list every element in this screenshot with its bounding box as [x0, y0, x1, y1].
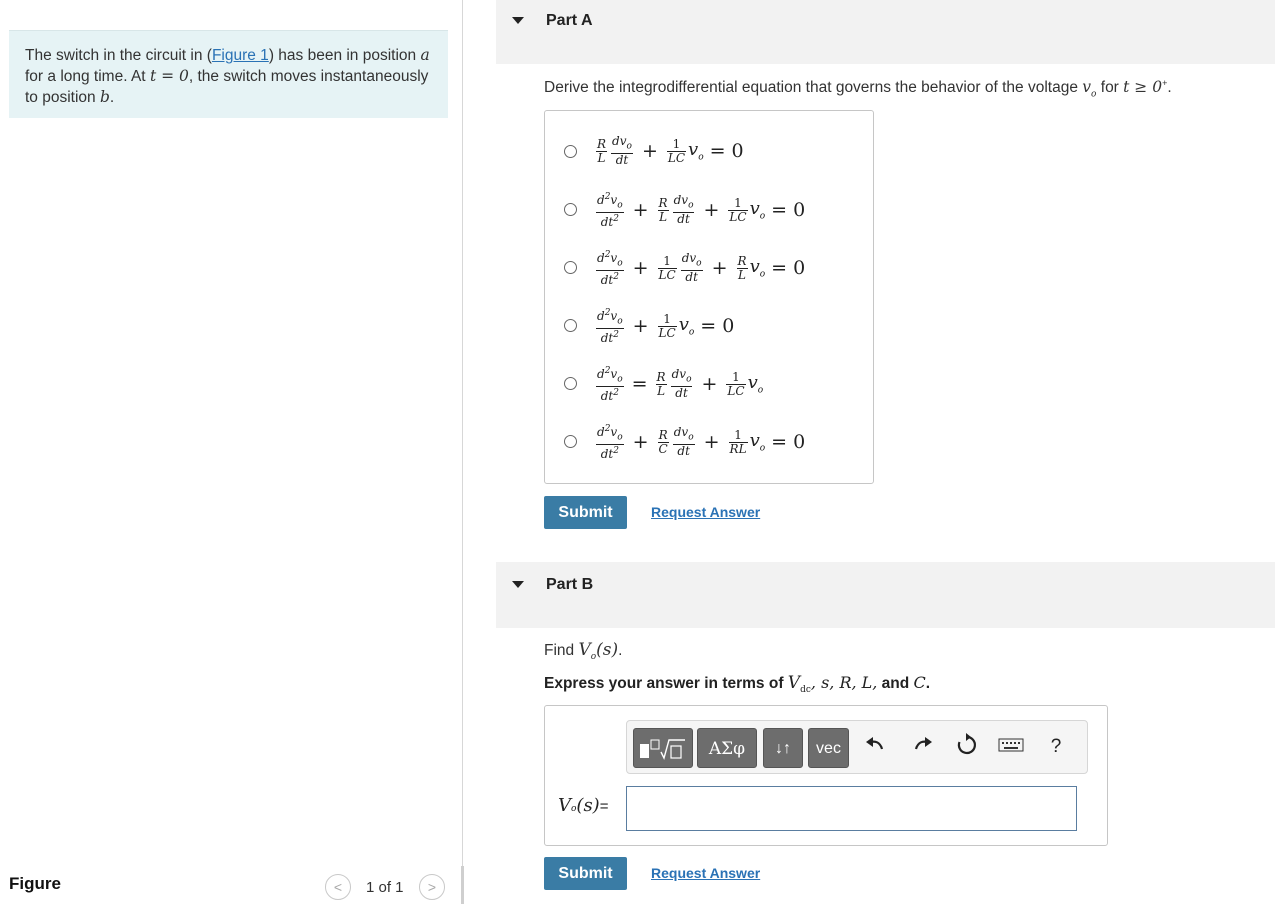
fraction: $\frac{d^2v_o}{dt^2}$ [597, 250, 623, 288]
question-sub: o [1091, 89, 1097, 100]
question-condition: t ≥ 0 [1123, 78, 1163, 97]
find-sub: o [590, 652, 597, 663]
figure-link[interactable]: Figure 1 [211, 47, 269, 64]
part-a-header[interactable] [496, 0, 1275, 64]
reset-icon[interactable] [953, 733, 981, 761]
radio-button[interactable] [564, 435, 577, 448]
problem-statement [9, 30, 448, 118]
intro-text: ) has been in position [268, 47, 421, 64]
collapse-triangle-icon [512, 17, 524, 24]
fraction: $\frac{dv_o}{dt}$ [671, 367, 692, 401]
chevron-right-icon: > [427, 879, 437, 895]
option-equation: $\frac{R}{L}$ $\frac{dv_o}{dt}$ + $\frac{1}{LC}$ $v_o$ = 0 [597, 134, 744, 168]
radio-button[interactable] [564, 203, 577, 216]
part-b-title: Part B [546, 576, 594, 593]
express-c: C [913, 673, 926, 692]
express-end: . [925, 675, 931, 692]
figure-counter: 1 of 1 [366, 879, 404, 896]
greek-symbols-button[interactable]: ΑΣφ [697, 728, 757, 768]
fraction: $\frac{dv_o}{dt}$ [673, 425, 694, 459]
question-text: Derive the integrodifferential equation that governs the behavior of the voltage [544, 79, 1083, 97]
express-vars: , s, R, L, [810, 673, 878, 692]
keyboard-shape [998, 737, 1024, 753]
redo-arrow-shape [912, 733, 934, 755]
vector-button[interactable]: vec [808, 728, 849, 768]
part-a-submit-button[interactable]: Submit [544, 496, 627, 529]
option-equation: $\frac{d^2v_o}{dt^2}$ + $\frac{R}{C}$ $\frac{dv_o}{dt}$ + $\frac{1}{RL}$ $v_o$ = 0 [597, 424, 806, 462]
answer-label-sub: o [571, 804, 577, 814]
pane-divider [462, 0, 463, 904]
part-b-instruction [544, 673, 930, 695]
fraction: $\frac{1}{LC}$ [727, 369, 745, 398]
left-pane [0, 0, 462, 904]
fraction: $\frac{1}{RL}$ [729, 427, 747, 456]
fraction: $\frac{R}{L}$ [656, 369, 666, 398]
answer-label-eq: = [599, 798, 609, 815]
undo-arrow-shape [864, 733, 886, 755]
position-a: a [420, 46, 430, 64]
fraction: $\frac{dv_o}{dt}$ [681, 251, 702, 285]
math-toolbar [626, 720, 1088, 774]
find-end: . [618, 642, 623, 659]
question-var: v [1082, 78, 1092, 97]
pane-resize-handle[interactable] [461, 866, 464, 904]
radio-button[interactable] [564, 145, 577, 158]
express-vdc-sub: dc [800, 685, 811, 696]
fraction: $\frac{R}{C}$ [658, 427, 668, 456]
fraction: $\frac{1}{LC}$ [729, 195, 747, 224]
radio-button[interactable] [564, 377, 577, 390]
keyboard-icon[interactable] [996, 733, 1026, 761]
intro-text: The switch in the circuit in ( [25, 47, 212, 64]
answer-label-var: V [558, 795, 571, 816]
express-and: and [877, 675, 914, 692]
fraction: $\frac{R}{L}$ [597, 136, 607, 165]
answer-label [558, 795, 608, 816]
answer-entry-box [544, 705, 1108, 846]
fraction: $\frac{dv_o}{dt}$ [612, 134, 632, 168]
time-condition: t = 0 [149, 67, 189, 85]
arrows-button[interactable]: ↓↑ [763, 728, 803, 768]
answer-options [544, 110, 874, 484]
find-arg: (s) [596, 640, 619, 660]
next-figure-button[interactable] [419, 874, 445, 900]
option-equation: $\frac{d^2v_o}{dt^2}$ = $\frac{R}{L}$ $\frac{dv_o}{dt}$ + $\frac{1}{LC}$ $v_o$ [597, 366, 764, 404]
fraction: $\frac{1}{LC}$ [658, 253, 676, 282]
previous-figure-button[interactable] [325, 874, 351, 900]
answer-label-arg: (s) [576, 795, 600, 816]
answer-input[interactable] [626, 786, 1077, 831]
part-a-title: Part A [546, 12, 593, 29]
fraction: $\frac{1}{LC}$ [667, 136, 686, 165]
question-sup: + [1162, 78, 1168, 88]
chevron-left-icon: < [333, 879, 343, 895]
option-equation: $\frac{d^2v_o}{dt^2}$ + $\frac{R}{L}$ $\frac{dv_o}{dt}$ + $\frac{1}{LC}$ $v_o$ = 0 [597, 192, 806, 230]
part-a-question [544, 78, 1172, 99]
collapse-triangle-icon [512, 581, 524, 588]
help-icon[interactable]: ? [1050, 736, 1062, 757]
intro-text: for a long time. At [25, 68, 150, 85]
question-text: . [1167, 79, 1172, 97]
option-equation: $\frac{d^2v_o}{dt^2}$ + $\frac{1}{LC}$ $v_o$ = 0 [597, 308, 735, 346]
fraction: $\frac{R}{L}$ [658, 195, 668, 224]
find-var: V [578, 640, 591, 660]
templates-button[interactable] [633, 728, 693, 768]
express-vdc: V [787, 673, 801, 693]
radio-button[interactable] [564, 261, 577, 274]
fraction: $\frac{d^2v_o}{dt^2}$ [597, 308, 623, 346]
reset-arrow-shape [955, 733, 979, 757]
fraction: $\frac{R}{L}$ [737, 253, 747, 282]
part-a-request-answer-link[interactable]: Request Answer [651, 504, 761, 520]
undo-icon[interactable] [861, 733, 889, 761]
part-b-submit-button[interactable]: Submit [544, 857, 627, 890]
figure-label: Figure [9, 874, 61, 893]
fraction: $\frac{d^2v_o}{dt^2}$ [597, 366, 623, 404]
question-text: for [1096, 79, 1124, 97]
templates-icon [639, 738, 687, 760]
fraction: $\frac{d^2v_o}{dt^2}$ [597, 192, 623, 230]
part-b-header[interactable] [496, 562, 1275, 628]
radio-button[interactable] [564, 319, 577, 332]
position-b: b [99, 88, 110, 106]
fraction: $\frac{dv_o}{dt}$ [673, 193, 694, 227]
fraction: $\frac{d^2v_o}{dt^2}$ [597, 424, 623, 462]
intro-text: , the switch moves instantaneously to position [25, 68, 429, 106]
fraction: $\frac{1}{LC}$ [658, 311, 676, 340]
express-text: Express your answer in terms of [544, 675, 788, 692]
option-equation: $\frac{d^2v_o}{dt^2}$ + $\frac{1}{LC}$ $\frac{dv_o}{dt}$ + $\frac{R}{L}$ $v_o$ = 0 [597, 250, 806, 288]
part-b-question [544, 640, 622, 662]
redo-icon[interactable] [909, 733, 937, 761]
find-text: Find [544, 642, 579, 659]
part-b-request-answer-link[interactable]: Request Answer [651, 865, 761, 881]
intro-text: . [109, 89, 115, 106]
